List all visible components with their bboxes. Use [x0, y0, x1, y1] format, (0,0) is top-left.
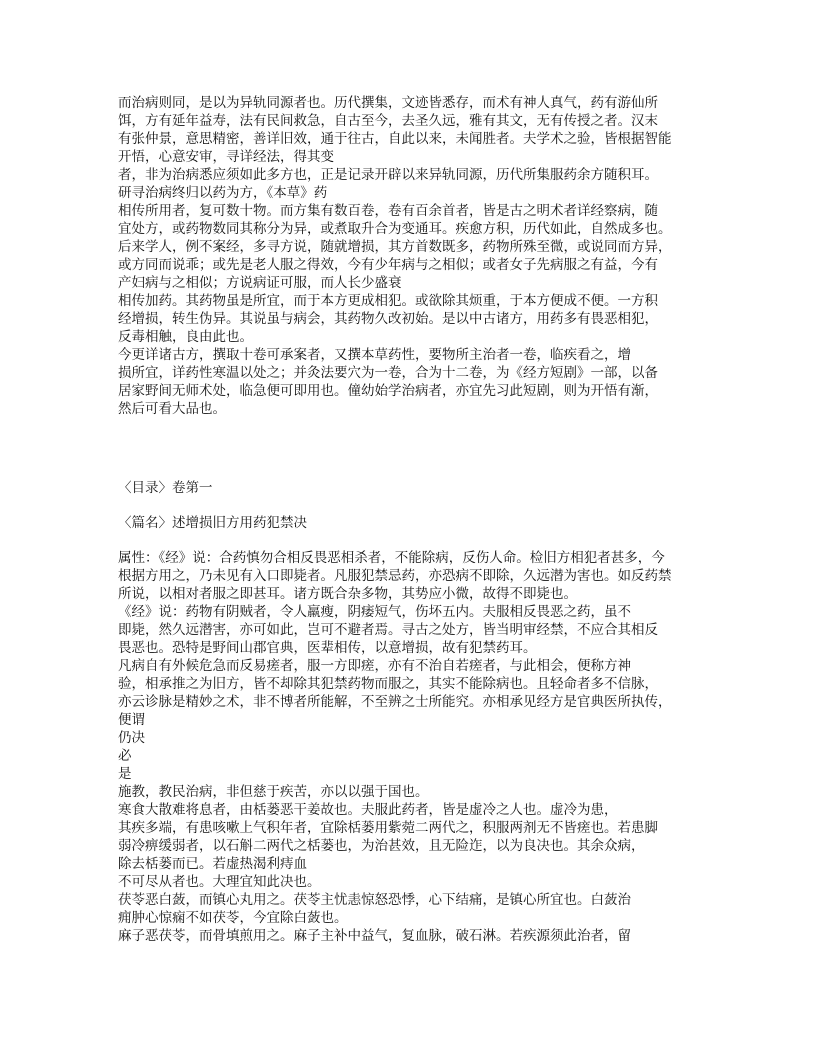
text-line: 施教，教民治病，非但慈于疾苦，亦以以强于国也。	[118, 784, 429, 800]
section-spacer	[118, 418, 698, 479]
text-line: 后来学人，例不案经，多寻方说，随就增损，其方首数既多，药物所殊至微，或说同而方异，	[118, 239, 672, 255]
text-line: 痈肿心惊痫不如茯苓，今宜除白蔹也。	[118, 910, 348, 926]
text-line: 今更详诸古方，撰取十卷可承案者，又撰本草药性，要物所主治者一卷，临疾看之，增	[118, 347, 631, 363]
text-line: 是	[118, 766, 132, 782]
text-line: 或方同而说乖；或先是老人服之得效，今有少年病与之相似；或者女子先病服之有益，今有	[118, 257, 658, 273]
text-line: 居家野间无师术处，临急便可即用也。僮幼始学治病者，亦宜先习此短剧，则为开悟有渐，	[118, 383, 658, 399]
text-line: 相传加药。其药物虽是所宜，而于本方更成相犯。或欲除其烦重，于本方便成不便。一方积	[118, 293, 658, 309]
text-line: 者，非为治病悉应须如此多方也，正是记录开辟以来异轨同源，历代所集服药余方随积耳。	[118, 167, 658, 183]
text-line: 仍决	[118, 730, 145, 746]
chapter-body	[118, 549, 698, 945]
text-line: 而治病则同，是以为异轨同源者也。历代撰集，文迹皆悉存，而术有神人真气，药有游仙所	[118, 95, 658, 111]
text-line: 饵，方有延年益寿，法有民间救急，自古至今，去圣久远，雅有其文，无有传授之者。汉末	[118, 113, 658, 129]
heading-spacer	[118, 497, 698, 514]
toc-heading: 〈目录〉卷第一	[118, 480, 213, 496]
text-line: 根据方用之，乃未见有入口即毙者。凡服犯禁忌药，亦恐病不即除，久远潜为害也。如反药禁	[118, 568, 672, 584]
text-line: 《经》说：药物有阴贼者，令人羸瘦，阴痿短气，伤坏五内。夫服相反畏恶之药，虽不	[118, 604, 631, 620]
text-line: 畏恶也。恐特是野间山郡官典，医辈相传，以意增损，故有犯禁药耳。	[118, 640, 537, 656]
text-line: 寒食大散难将息者，由栝蒌恶干姜故也。夫服此药者，皆是虚冷之人也。虚冷为患，	[118, 802, 618, 818]
text-line: 然后可看大品也。	[118, 401, 226, 417]
text-line: 验，相承推之为旧方，皆不却除其犯禁药物而服之，其实不能除病也。且轻命者多不信脉，	[118, 676, 658, 692]
text-line: 相传所用者，复可数十物。而方集有数百卷，卷有百余首者，皆是古之明术者详经察病，随	[118, 203, 658, 219]
text-line: 产妇病与之相似；方说病证可服，而人长少盛衰	[118, 275, 402, 291]
text-line: 损所宜，详药性寒温以处之；并灸法要穴为一卷，合为十二卷，为《经方短剧》一部，以备	[118, 365, 658, 381]
heading-spacer	[118, 532, 698, 549]
text-line: 弱冷痹缓弱者，以石斛二两代之栝蒌也，为治甚效，且无险迮，以为良决也。其余众病，	[118, 838, 645, 854]
preface-section	[118, 94, 698, 418]
text-line: 属性：《经》说：合药慎勿合相反畏恶相杀者，不能除病，反伤人命。检旧方相犯者甚多，今	[118, 550, 665, 566]
text-line: 必	[118, 748, 132, 764]
text-line: 宜处方，或药物数同其称分为异，或煮取升合为变通耳。疾愈方积，历代如此，自然成多也。	[118, 221, 672, 237]
text-line: 除去栝蒌而已。若虚热渴利痔血	[118, 856, 307, 872]
text-line: 其疾多端，有患咳嗽上气积年者，宜除栝蒌用紫菀二两代之，积服两剂无不皆瘥也。若患脚	[118, 820, 658, 836]
text-line: 反毒相触，良由此也。	[118, 329, 253, 345]
text-line: 麻子恶茯苓，而骨填煎用之。麻子主补中益气，复血脉，破石淋。若疾源须此治者，留	[118, 928, 631, 944]
text-line: 研寻治病终归以药为方，《本草》药	[118, 185, 328, 201]
text-line: 亦云诊脉是精妙之术，非不博者所能解，不至辨之士所能究。亦相承见经方是官典医所执传，	[118, 694, 672, 710]
text-line: 所说，以相对者服之即甚耳。诸方既合杂多物，其势应小微，故得不即毙也。	[118, 586, 577, 602]
text-line: 茯苓恶白蔹，而镇心丸用之。茯苓主忧恚惊怒恐悸，心下结痛，是镇心所宜也。白蔹治	[118, 892, 631, 908]
text-line: 即毙，然久远潜害，亦可如此，岂可不避者焉。寻古之处方，皆当明审经禁，不应合其相反	[118, 622, 658, 638]
document-page	[118, 94, 698, 945]
text-line: 开悟，心意安审，寻详经法，得其变	[118, 149, 334, 165]
text-line: 有张仲景，意思精密，善详旧效，通于往古，自此以来，未闻胜者。夫学术之验，皆根据智能	[118, 131, 672, 147]
chapter-heading: 〈篇名〉述增损旧方用药犯禁决	[118, 515, 307, 531]
text-line: 凡病自有外候危急而反易瘥者，服一方即瘥，亦有不治自若瘥者，与此相会，便称方神	[118, 658, 631, 674]
text-line: 便谓	[118, 712, 145, 728]
text-line: 经增损，转生伪异。其说虽与病会，其药物久改初始。是以中古诸方，用药多有畏恶相犯，	[118, 311, 658, 327]
text-line: 不可尽从者也。大理宜知此决也。	[118, 874, 321, 890]
